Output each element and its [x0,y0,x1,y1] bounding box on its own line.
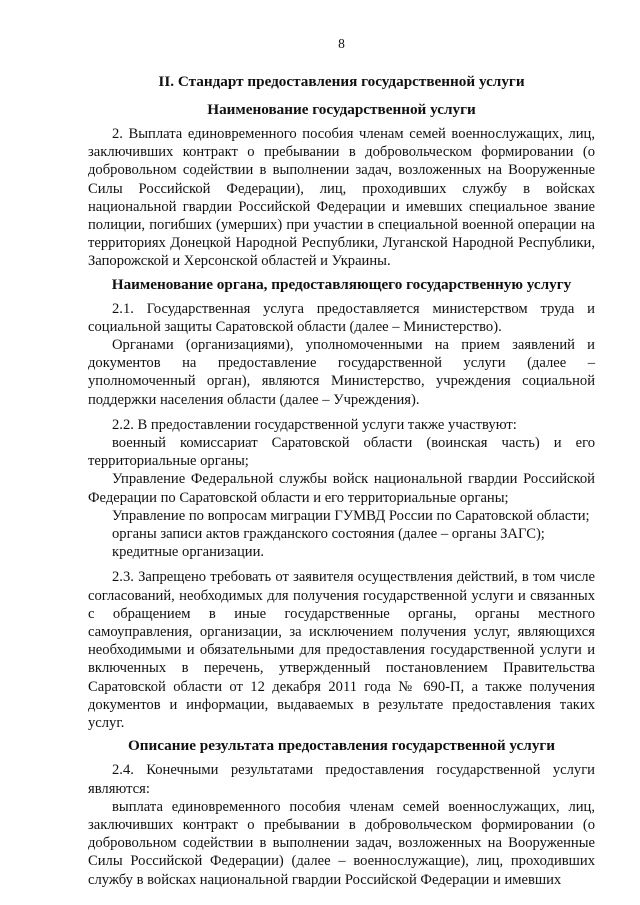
heading-service-result: Описание результата предоставления государственной услуги [127,737,556,755]
paragraph-2-2-credit: кредитные организации. [112,544,265,561]
paragraph-2-1-organs: Органами (организациями), уполномоченными на прием заявлений и документов на предоставление государственной услуги (далее – уполномоченный орган), являются Министерство, учреждения социальной поддержки населения области (далее – Учреждения). [88,337,595,408]
paragraph-2-1: 2.1. Государственная услуга предоставляется министерством труда и социальной защиты Саратовской области (далее – Министерство). [88,300,595,335]
section-title: II. Стандарт предоставления государственной услуги [158,73,525,90]
page-number: 8 [338,36,345,51]
paragraph-2-4: 2.4. Конечными результатами предоставления государственной услуги являются: [88,762,595,797]
paragraph-2: 2. Выплата единовременного пособия членам семей военнослужащих, лиц, заключивших контракт о пребывании в добровольческом формировании (о добровольном содействии в выполнении задач, возложенных на Вооруженные Силы Российской Федерации), лиц, проходивших службу в войсках национальной гвардии Российской Федерации и имевших специальное звание полиции, погибших (умерших) при участии в специальной военной операции на территориях Донецкой Народной Республики, Луганской Народной Республики, Запорожской и Херсонской областей и Украины. [88,126,595,270]
paragraph-2-2-national-guard: Управление Федеральной службы войск национальной гвардии Российской Федерации по Саратовской области и его территориальные органы; [88,471,595,506]
paragraph-2-4-payment: выплата единовременного пособия членам семей военнослужащих, лиц, заключивших контракт о пребывании в добровольческом формировании (о добровольном содействии в выполнении задач, возложенных на Вооруженные Силы Российской Федерации) (далее – военнослужащие), лиц, проходивших службу в войсках национальной гвардии Российской Федерации и имевших [88,798,595,888]
paragraph-2-2: 2.2. В предоставлении государственной услуги также участвуют: [112,416,517,433]
paragraph-2-2-migration: Управление по вопросам миграции ГУМВД России по Саратовской области; [112,507,590,524]
paragraph-2-2-zags: органы записи актов гражданского состояния (далее – органы ЗАГС); [112,526,545,543]
heading-service-name: Наименование государственной услуги [207,101,476,118]
paragraph-2-3: 2.3. Запрещено требовать от заявителя осуществления действий, в том числе согласований, необходимых для получения государственной услуги и связанных с обращением в иные государственные органы, органы местного самоуправления, организации, за исключением получения услуг, являющихся необходимыми и обязательными для предоставления государственной услуги и включенных в перечень, утвержденный постановлением Правительства Саратовской области от 12 декабря 2011 года № 690-П, а также получения документов и информации, выдаваемых в результате предоставления таких услуг. [88,569,595,732]
heading-providing-body: Наименование органа, предоставляющего государственную услугу [111,275,572,293]
paragraph-2-2-military-commissariat: военный комиссариат Саратовской области (воинская часть) и его территориальные органы; [88,435,595,470]
